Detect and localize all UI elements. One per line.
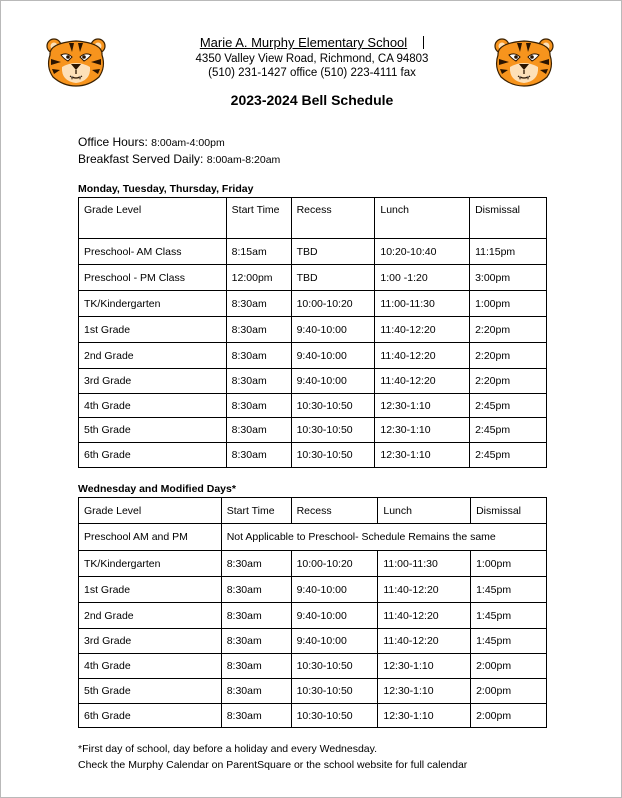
start-time-cell: 8:15am (226, 239, 291, 265)
recess-cell: 10:00-10:20 (291, 291, 375, 317)
table-row (79, 524, 547, 551)
column-header: Start Time (226, 198, 291, 239)
schedule2-title: Wednesday and Modified Days* (78, 483, 236, 495)
column-header: Recess (291, 198, 375, 239)
dismissal-cell: 2:00pm (471, 679, 547, 704)
grade-cell: 4th Grade (79, 394, 227, 418)
dismissal-cell: 2:20pm (470, 369, 547, 394)
dismissal-cell: 2:20pm (470, 343, 547, 369)
recess-cell: 10:30-10:50 (291, 394, 375, 418)
lunch-cell: 11:40-12:20 (378, 629, 471, 654)
start-time-cell: 8:30am (226, 369, 291, 394)
column-header: Dismissal (471, 498, 547, 524)
dismissal-cell: 1:45pm (471, 577, 547, 603)
lunch-cell: 11:40-12:20 (378, 603, 471, 629)
lunch-cell: 10:20-10:40 (375, 239, 470, 265)
lunch-cell: 11:00-11:30 (378, 551, 471, 577)
start-time-cell: 8:30am (221, 629, 291, 654)
column-header: Dismissal (470, 198, 547, 239)
lunch-cell: 11:40-12:20 (375, 317, 470, 343)
table-row (79, 291, 547, 317)
schedule1-table (78, 197, 547, 468)
table-row (79, 654, 547, 679)
grade-cell: 1st Grade (79, 317, 227, 343)
school-address: 4350 Valley View Road, Richmond, CA 94803 (195, 53, 429, 65)
dismissal-cell: 1:00pm (471, 551, 547, 577)
start-time-cell: 8:30am (226, 394, 291, 418)
table-row (79, 603, 547, 629)
table-row (79, 629, 547, 654)
lunch-cell: 11:40-12:20 (375, 369, 470, 394)
breakfast-label: Breakfast Served Daily: (78, 152, 204, 166)
grade-cell: 2nd Grade (79, 343, 227, 369)
recess-cell: 9:40-10:00 (291, 343, 375, 369)
grade-cell: 4th Grade (79, 654, 222, 679)
dismissal-cell: 2:00pm (471, 654, 547, 679)
recess-cell: 10:30-10:50 (291, 704, 378, 728)
preschool-note-cell: Not Applicable to Preschool- Schedule Remains the same (221, 524, 546, 551)
recess-cell: 9:40-10:00 (291, 369, 375, 394)
schedule1-title: Monday, Tuesday, Thursday, Friday (78, 183, 254, 195)
recess-cell: 10:00-10:20 (291, 551, 378, 577)
dismissal-cell: 1:45pm (471, 603, 547, 629)
start-time-cell: 8:30am (221, 577, 291, 603)
table-row (79, 394, 547, 418)
recess-cell: 9:40-10:00 (291, 317, 375, 343)
column-header: Start Time (221, 498, 291, 524)
column-header: Recess (291, 498, 378, 524)
grade-cell: Preschool- AM Class (79, 239, 227, 265)
start-time-cell: 8:30am (226, 317, 291, 343)
table-row (79, 369, 547, 394)
start-time-cell: 8:30am (221, 603, 291, 629)
lunch-cell: 12:30-1:10 (375, 418, 470, 443)
start-time-cell: 8:30am (226, 291, 291, 317)
dismissal-cell: 2:00pm (471, 704, 547, 728)
recess-cell: 10:30-10:50 (291, 443, 375, 468)
school-phones: (510) 231-1427 office (510) 223-4111 fax (208, 67, 416, 79)
grade-cell: Preschool AM and PM (79, 524, 222, 551)
grade-cell: 6th Grade (79, 704, 222, 728)
grade-cell: Preschool - PM Class (79, 265, 227, 291)
footnotes (78, 742, 467, 773)
lunch-cell: 12:30-1:10 (378, 679, 471, 704)
grade-cell: 5th Grade (79, 679, 222, 704)
dismissal-cell: 2:45pm (470, 394, 547, 418)
table-row (79, 317, 547, 343)
recess-cell: 9:40-10:00 (291, 603, 378, 629)
lunch-cell: 12:30-1:10 (375, 394, 470, 418)
start-time-cell: 8:30am (226, 343, 291, 369)
office-hours-value: 8:00am-4:00pm (151, 137, 225, 149)
recess-cell: 9:40-10:00 (291, 629, 378, 654)
column-header: Lunch (378, 498, 471, 524)
column-header: Grade Level (79, 498, 222, 524)
dismissal-cell: 1:45pm (471, 629, 547, 654)
table-row (79, 443, 547, 468)
column-header: Grade Level (79, 198, 227, 239)
grade-cell: 6th Grade (79, 443, 227, 468)
hours-block (78, 134, 280, 168)
start-time-cell: 8:30am (221, 679, 291, 704)
dismissal-cell: 1:00pm (470, 291, 547, 317)
office-hours-label: Office Hours: (78, 135, 148, 149)
start-time-cell: 8:30am (226, 418, 291, 443)
start-time-cell: 12:00pm (226, 265, 291, 291)
start-time-cell: 8:30am (221, 654, 291, 679)
grade-cell: TK/Kindergarten (79, 551, 222, 577)
recess-cell: 10:30-10:50 (291, 418, 375, 443)
school-name: Marie A. Murphy Elementary School (199, 35, 408, 50)
page-title: 2023-2024 Bell Schedule (230, 92, 394, 108)
grade-cell: 1st Grade (79, 577, 222, 603)
text-cursor (423, 36, 424, 49)
grade-cell: 5th Grade (79, 418, 227, 443)
recess-cell: 10:30-10:50 (291, 654, 378, 679)
recess-cell: TBD (291, 265, 375, 291)
dismissal-cell: 11:15pm (470, 239, 547, 265)
recess-cell: 9:40-10:00 (291, 577, 378, 603)
dismissal-cell: 3:00pm (470, 265, 547, 291)
table-row (79, 265, 547, 291)
footnote-line: *First day of school, day before a holiday and every Wednesday. (78, 743, 378, 755)
header-row (79, 498, 547, 524)
lunch-cell: 1:00 -1:20 (375, 265, 470, 291)
table-row (79, 239, 547, 265)
table-row (79, 343, 547, 369)
dismissal-cell: 2:45pm (470, 443, 547, 468)
table-row (79, 577, 547, 603)
start-time-cell: 8:30am (221, 704, 291, 728)
lunch-cell: 11:00-11:30 (375, 291, 470, 317)
table-row (79, 679, 547, 704)
school-header (1, 34, 622, 80)
breakfast-value: 8:00am-8:20am (206, 154, 281, 166)
dismissal-cell: 2:20pm (470, 317, 547, 343)
table-row (79, 704, 547, 728)
schedule2-table (78, 497, 547, 728)
start-time-cell: 8:30am (226, 443, 291, 468)
footnote-line: Check the Murphy Calendar on ParentSquare or the school website for full calendar (78, 758, 468, 771)
table-row (79, 551, 547, 577)
lunch-cell: 12:30-1:10 (378, 704, 471, 728)
table-row (79, 418, 547, 443)
column-header: Lunch (375, 198, 470, 239)
lunch-cell: 11:40-12:20 (375, 343, 470, 369)
grade-cell: 3rd Grade (79, 369, 227, 394)
lunch-cell: 12:30-1:10 (378, 654, 471, 679)
lunch-cell: 11:40-12:20 (378, 577, 471, 603)
dismissal-cell: 2:45pm (470, 418, 547, 443)
grade-cell: TK/Kindergarten (79, 291, 227, 317)
lunch-cell: 12:30-1:10 (375, 443, 470, 468)
start-time-cell: 8:30am (221, 551, 291, 577)
grade-cell: 2nd Grade (79, 603, 222, 629)
recess-cell: TBD (291, 239, 375, 265)
grade-cell: 3rd Grade (79, 629, 222, 654)
recess-cell: 10:30-10:50 (291, 679, 378, 704)
header-row (79, 198, 547, 239)
